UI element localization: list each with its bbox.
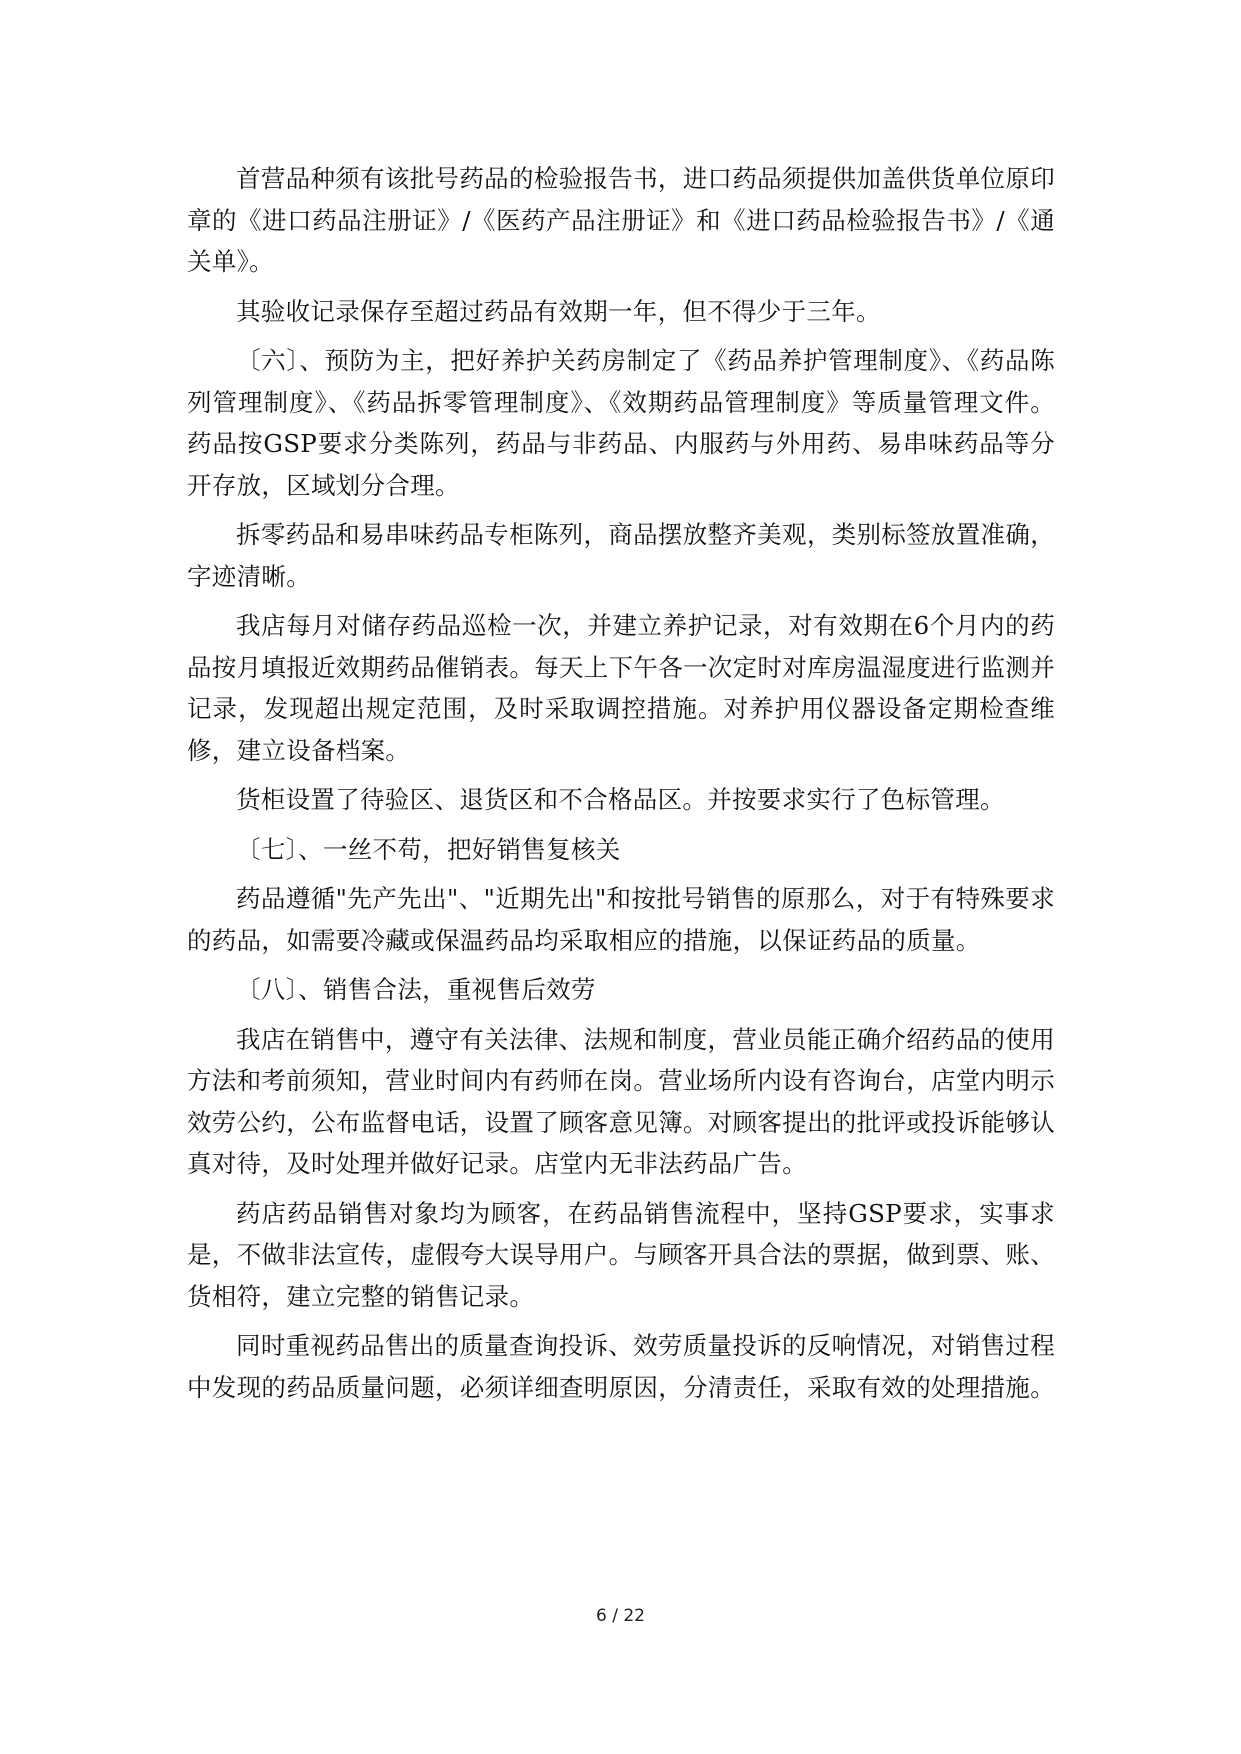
paragraph-sales-principles: 药品遵循"先产先出"、"近期先出"和按批号销售的原那么，对于有特殊要求的药品，如需要冷藏或保温药品均采取相应的措施，以保证药品的质量。 — [187, 884, 1055, 955]
paragraph-quality-complaints: 同时重视药品售出的质量查询投诉、效劳质量投诉的反响情况，对销售过程中发现的药品质量问题，必须详细查明原因，分清责任，采取有效的处理措施。 — [187, 1331, 1055, 1402]
paragraph-record-retention: 其验收记录保存至超过药品有效期一年，但不得少于三年。 — [236, 296, 881, 326]
paragraph-split-packaging-display: 拆零药品和易串味药品专柜陈列，商品摆放整齐美观，类别标签放置准确，字迹清晰。 — [187, 520, 1055, 591]
document-body — [187, 158, 1055, 1416]
paragraph-monthly-inspection: 我店每月对储存药品巡检一次，并建立养护记录，对有效期在6个月内的药品按月填报近效期药品催销表。每天上下午各一次定时对库房温湿度进行监测并记录，发现超出规定范围，及时采取调控措施。对养护用仪器设备定期检查维修，建立设备档案。 — [187, 611, 1055, 765]
paragraph-first-sale-inspection: 首营品种须有该批号药品的检验报告书，进口药品须提供加盖供货单位原印章的《进口药品注册证》/《医药产品注册证》和《进口药品检验报告书》/《通关单》。 — [187, 164, 1055, 276]
paragraph-section-eight-heading: 〔八〕、销售合法，重视售后效劳 — [236, 975, 596, 1004]
paragraph-section-six-maintenance: 〔六〕、预防为主，把好养护关药房制定了《药品养护管理制度》、《药品陈列管理制度》、《药品拆零管理制度》、《效期药品管理制度》等质量管理文件。药品按GSP要求分类陈列，药品与非药品、内服药与外用药、易串味药品等分开存放，区域划分合理。 — [187, 346, 1055, 500]
paragraph-sales-compliance: 我店在销售中，遵守有关法律、法规和制度，营业员能正确介绍药品的使用方法和考前须知，营业时间内有药师在岗。营业场所内设有咨询台，店堂内明示效劳公约，公布监督电话，设置了顾客意见簿。对顾客提出的批评或投诉能够认真对待，及时处理并做好记录。店堂内无非法药品广告。 — [187, 1024, 1055, 1178]
paragraph-cabinet-zones: 货柜设置了待验区、退货区和不合格品区。并按要求实行了色标管理。 — [236, 785, 1005, 814]
paragraph-section-seven-heading: 〔七〕、一丝不苟，把好销售复核关 — [236, 834, 621, 864]
page-number: 6 / 22 — [596, 1606, 645, 1626]
paragraph-sales-records: 药店药品销售对象均为顾客，在药品销售流程中，坚持GSP要求，实事求是，不做非法宣传，虚假夸大误导用户。与顾客开具合法的票据，做到票、账、货相符，建立完整的销售记录。 — [187, 1198, 1055, 1311]
